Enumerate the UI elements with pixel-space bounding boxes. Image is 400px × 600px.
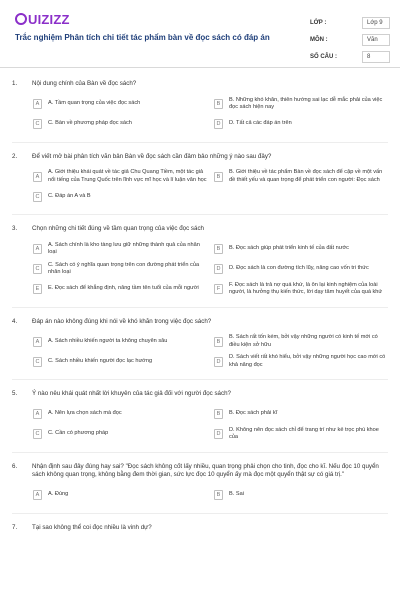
option-letter-box: B [214, 337, 223, 347]
answer-option-a[interactable] [33, 488, 208, 503]
answer-option-a[interactable] [33, 334, 208, 349]
question-text: Tại sao không thể coi đọc nhiều là vinh dự? [32, 523, 152, 531]
question-stem [12, 318, 388, 327]
option-letter-box: D [214, 357, 223, 367]
answer-option-b[interactable] [214, 488, 389, 503]
option-letter-box: F [214, 284, 223, 294]
question-6 [12, 463, 388, 503]
option-letter-box: B [214, 490, 223, 500]
question-divider [12, 214, 388, 215]
option-text: C. Cần có phương pháp [48, 430, 109, 437]
answer-option-a[interactable] [33, 407, 208, 422]
meta-value: Lớp 9 [362, 17, 390, 29]
question-stem [12, 463, 388, 480]
question-number: 5. [12, 390, 18, 397]
question-divider [12, 513, 388, 514]
question-number: 6. [12, 462, 18, 470]
meta-value: Văn [362, 34, 390, 46]
option-letter-box: A [33, 490, 42, 500]
option-text: E. Đọc sách để khẳng định, nâng tầm tên tuổi của mỗi người [48, 285, 199, 292]
question-1 [12, 80, 388, 132]
option-text: A. Đúng [48, 491, 69, 498]
question-text: Nội dung chính của Bàn về đọc sách? [32, 80, 137, 87]
answer-options [33, 242, 388, 297]
question-divider [12, 379, 388, 380]
question-text: Đáp án nào không đúng khi nói về khó khăn trong việc đọc sách? [32, 317, 212, 325]
answer-option-a[interactable] [33, 169, 208, 184]
question-number: 1. [12, 80, 18, 87]
option-text: C. Sách có ý nghĩa quan trọng trên con đường phát triển của nhân loại [48, 261, 200, 275]
option-text: C. Bàn về phương pháp đọc sách [48, 120, 132, 127]
question-number: 2. [12, 152, 18, 160]
logo-q-icon [15, 13, 27, 25]
option-text: B. Giới thiệu về tác phẩm Bàn về đọc sách để cập về một vấn đề thiết yếu và quan trọng để phát triển con người: Đọc sách [229, 169, 383, 183]
worksheet-header [0, 0, 400, 68]
option-letter-box: E [33, 284, 42, 294]
answer-options [33, 407, 388, 442]
logo-text: UIZIZZ [28, 12, 70, 27]
question-text: Ý nào nêu khái quát nhất lời khuyên của tác giả đối với người đọc sách? [32, 390, 231, 397]
answer-option-b[interactable] [214, 169, 389, 184]
option-letter-box: C [33, 429, 42, 439]
question-divider [12, 307, 388, 308]
option-text: B. Sai [229, 491, 244, 498]
answer-options [33, 334, 388, 369]
option-letter-box: D [214, 264, 223, 274]
question-stem [12, 390, 388, 399]
option-text: A. Nên lựa chọn sách mà đọc [48, 410, 122, 417]
answer-option-d[interactable] [214, 427, 389, 442]
option-text: C. Sách nhiều khiến người đọc lạc hướng [48, 357, 153, 364]
option-text: A. Tầm quan trọng của việc đọc sách [48, 100, 141, 107]
question-stem [12, 524, 388, 533]
answer-option-c[interactable] [33, 189, 208, 204]
question-text: Để viết mở bài phân tích văn bản Bàn về đọc sách cần đảm bảo những ý nào sau đây? [32, 152, 272, 160]
page-title: Trắc nghiệm Phân tích chi tiết tác phẩm bàn về đọc sách có đáp án [15, 33, 270, 42]
answer-option-c[interactable] [33, 262, 208, 277]
meta-box [310, 14, 390, 65]
option-text: B. Đọc sách phải kĩ [229, 410, 278, 417]
option-text: B. Sách rất tốn kém, bởi vậy những người có kinh tế mới có điều kiện sở hữu [229, 334, 378, 348]
option-text: D. Đọc sách là con đường tích lũy, nâng cao vốn tri thức [229, 265, 369, 272]
option-letter-box: B [214, 409, 223, 419]
question-stem [12, 80, 388, 89]
meta-value: 8 [362, 51, 390, 63]
option-letter-box: A [33, 99, 42, 109]
question-divider [12, 452, 388, 453]
answer-option-c[interactable] [33, 117, 208, 132]
question-text: Chọn những chi tiết đúng về tầm quan trọng của việc đọc sách [32, 225, 204, 232]
meta-row-count [310, 48, 390, 65]
option-text: B. Đọc sách giúp phát triển kinh tế của đất nước [229, 245, 349, 252]
answer-option-b[interactable] [214, 97, 389, 112]
question-number: 7. [12, 523, 18, 531]
option-letter-box: D [214, 119, 223, 129]
answer-option-d[interactable] [214, 262, 389, 277]
option-text: D. Tất cả các đáp án trên [229, 120, 292, 127]
option-letter-box: D [214, 429, 223, 439]
question-stem [12, 153, 388, 162]
question-5 [12, 390, 388, 442]
answer-option-b[interactable] [214, 242, 389, 257]
option-text: F. Đọc sách là trả nợ quá khứ, là ôn lại kinh nghiệm của loài người, là hưởng thụ kiến thức, lời dạy tâm huyết của quá khứ [229, 281, 383, 295]
meta-label: SỐ CÂU : [310, 53, 337, 60]
question-number: 3. [12, 225, 18, 232]
meta-row-subject [310, 31, 390, 48]
option-letter-box: A [33, 172, 42, 182]
answer-option-a[interactable] [33, 97, 208, 112]
answer-option-b[interactable] [214, 407, 389, 422]
question-stem [12, 225, 388, 234]
quizizz-logo [15, 12, 70, 27]
option-text: B. Những khó khăn, thiên hướng sai lạc dễ mắc phải của việc đọc sách hiện nay [229, 96, 383, 110]
question-list [0, 68, 400, 532]
question-number: 4. [12, 317, 18, 325]
question-2 [12, 153, 388, 205]
question-4 [12, 318, 388, 370]
answer-option-c[interactable] [33, 427, 208, 442]
option-text: D. Không nên đọc sách chỉ để trang trí như kẻ trọc phú khoe của [229, 426, 379, 440]
answer-option-f[interactable] [214, 282, 389, 297]
option-text: A. Sách chính là kho tàng lưu giữ những thành quả của nhân loại [48, 241, 200, 255]
answer-option-a[interactable] [33, 242, 208, 257]
option-letter-box: A [33, 409, 42, 419]
option-letter-box: C [33, 192, 42, 202]
answer-option-d[interactable] [214, 117, 389, 132]
meta-label: MÔN : [310, 36, 328, 43]
answer-option-d[interactable] [214, 354, 389, 369]
meta-row-class [310, 14, 390, 31]
option-text: C. Đáp án A và B [48, 192, 91, 199]
option-text: A. Sách nhiều khiến người ta không chuyên sâu [48, 337, 168, 344]
option-text: A. Giới thiệu khái quát về tác giả Chu Quang Tiềm, một tác giả nổi tiếng của Trung Quốc trên lĩnh vực mĩ học và lí luận văn học [48, 169, 207, 183]
option-letter-box: B [214, 172, 223, 182]
answer-options [33, 169, 388, 204]
option-letter-box: A [33, 244, 42, 254]
option-letter-box: A [33, 337, 42, 347]
option-letter-box: B [214, 99, 223, 109]
answer-options [33, 488, 388, 503]
answer-option-c[interactable] [33, 354, 208, 369]
answer-option-e[interactable] [33, 282, 208, 297]
question-divider [12, 142, 388, 143]
option-letter-box: B [214, 244, 223, 254]
question-text: Nhận định sau đây đúng hay sai? "Đọc sách không cốt lấy nhiều, quan trọng phải chọn cho tinh, đọc cho kĩ. Nếu đọc 10 quyển sách không quan trọng, không bằng đem thời gian, sức lực đọc 10 quyển ấy mà đọc một quyển thật sự có giá trị." [32, 462, 379, 478]
question-7 [12, 524, 388, 533]
option-letter-box: C [33, 357, 42, 367]
option-letter-box: C [33, 264, 42, 274]
answer-option-b[interactable] [214, 334, 389, 349]
option-letter-box: C [33, 119, 42, 129]
question-3 [12, 225, 388, 297]
answer-options [33, 97, 388, 132]
option-text: D. Sách viết rất khó hiểu, bởi vậy những người học cao mới có khả năng đọc [229, 354, 386, 368]
meta-label: LỚP : [310, 19, 327, 26]
